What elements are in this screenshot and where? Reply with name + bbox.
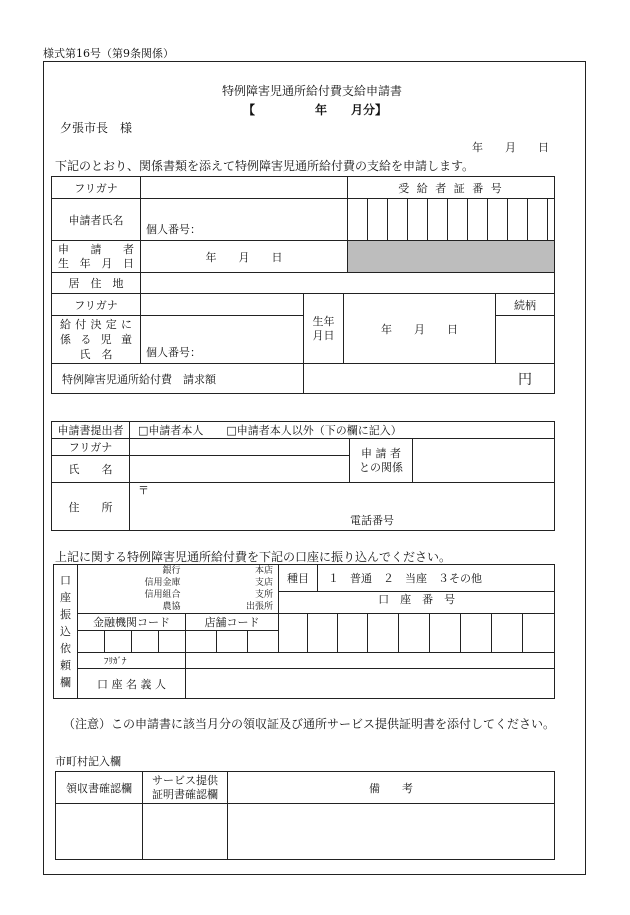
applicant-birth-label: 申 請 者 生 年 月 日 [52, 241, 141, 273]
child-my-number-label: 個人番号： [146, 346, 201, 359]
claim-amount-label: 特例障害児通所給付費 請求額 [52, 364, 304, 394]
submitter-furigana-field[interactable] [130, 439, 350, 456]
account-kind-label: 種目 [279, 565, 318, 591]
bank-side-label: 口 座 振 込 依 頼 欄 [54, 565, 78, 699]
period-field[interactable]: 【 年 月分】 [243, 103, 388, 117]
branch-code-label: 店舗コード [186, 614, 279, 631]
institution-name-field[interactable]: 銀行 信用金庫 信用組合 農協 [78, 565, 186, 614]
bank-table [53, 564, 555, 699]
recipient-digit[interactable] [348, 199, 368, 241]
branch-code-digit[interactable] [217, 631, 248, 653]
shaded-area [348, 241, 555, 273]
municipal-table [55, 771, 555, 860]
recipient-digit[interactable] [408, 199, 428, 241]
remarks-field[interactable] [228, 804, 555, 860]
municipal-title: 市町村記入欄 [55, 755, 121, 768]
yen-unit: 円 [518, 371, 532, 388]
submitter-name-label: 氏 名 [52, 456, 130, 483]
account-digit[interactable] [461, 614, 492, 653]
recipient-digit[interactable] [368, 199, 388, 241]
holder-kana-field[interactable] [186, 653, 555, 669]
applicant-name-label: 申請者氏名 [52, 199, 141, 241]
form-number: 様式第16号（第9条関係） [43, 47, 174, 60]
relation-label: 続柄 [496, 294, 555, 316]
holder-field[interactable] [186, 669, 555, 699]
branch-code-digit[interactable] [186, 631, 217, 653]
recipient-number-label: 受 給 者 証 番 号 [348, 177, 555, 199]
remarks-label: 備 考 [228, 772, 555, 804]
account-digit[interactable] [399, 614, 430, 653]
receipt-check-field[interactable] [56, 804, 143, 860]
applicant-name-field[interactable] [141, 199, 348, 241]
branch-code-digit[interactable] [248, 631, 279, 653]
phone-label: 電話番号 [350, 514, 394, 527]
branch-name-field[interactable]: 本店 支店 支所 出張所 [186, 565, 279, 614]
claim-amount-field[interactable] [304, 364, 555, 394]
receipt-check-label: 領収書確認欄 [56, 772, 143, 804]
account-digit[interactable] [523, 614, 555, 653]
recipient-digit[interactable] [488, 199, 508, 241]
account-number-label: 口 座 番 号 [378, 593, 456, 606]
account-digit[interactable] [430, 614, 461, 653]
child-birth-date[interactable]: 年 月 日 [344, 294, 496, 364]
holder-kana-label: ﾌﾘｶﾞﾅ [78, 653, 186, 669]
child-table [51, 293, 555, 394]
child-furigana-field[interactable] [141, 294, 304, 316]
submitter-self-checkbox[interactable]: □申請者本人 [138, 424, 204, 437]
service-check-label: サービス提供 証明書確認欄 [143, 772, 228, 804]
applicant-my-number-label: 個人番号： [146, 223, 201, 236]
recipient-digit[interactable] [528, 199, 548, 241]
residence-label: 居 住 地 [52, 273, 141, 294]
account-kind-area [279, 565, 555, 614]
intro-text: 下記のとおり、関係書類を添えて特例障害児通所給付費の支給を申請します。 [55, 159, 475, 173]
submitter-address-field[interactable] [130, 483, 555, 531]
account-digit[interactable] [492, 614, 523, 653]
child-name-field[interactable] [141, 316, 304, 364]
account-digit[interactable] [338, 614, 368, 653]
submitter-other-checkbox[interactable]: □申請者本人以外（下の欄に記入） [226, 424, 402, 437]
service-check-field[interactable] [143, 804, 228, 860]
institution-code-digit[interactable] [159, 631, 186, 653]
applicant-birth-date[interactable]: 年 月 日 [141, 241, 348, 273]
institution-code-digit[interactable] [105, 631, 132, 653]
submitter-label: 申請書提出者 [52, 422, 130, 439]
applicant-table [51, 176, 555, 294]
recipient-digit[interactable] [508, 199, 528, 241]
submitter-relation-label: 申 請 者 との関係 [350, 439, 413, 483]
applicant-furigana-label: フリガナ [52, 177, 141, 199]
applicant-furigana-field[interactable] [141, 177, 348, 199]
attachment-note: （注意）この申請書に該当月分の領収証及び通所サービス提供証明書を添付してください。 [63, 717, 556, 731]
submitter-options [130, 422, 555, 439]
submitter-relation-field[interactable] [413, 439, 555, 483]
submitter-name-field[interactable] [130, 456, 350, 483]
submitter-address-label: 住 所 [52, 483, 130, 531]
form-title: 特例障害児通所給付費支給申請書 [222, 84, 403, 98]
recipient-digit[interactable] [548, 199, 555, 241]
account-kind-options[interactable]: １ 普通 ２ 当座 ３その他 [328, 572, 483, 585]
addressee: 夕張市長 様 [60, 121, 133, 135]
recipient-digit[interactable] [468, 199, 488, 241]
submitter-furigana-label: フリガナ [52, 439, 130, 456]
bank-intro: 上記に関する特例障害児通所給付費を下記の口座に振り込んでください。 [55, 550, 452, 564]
child-birth-label: 生年 月日 [304, 294, 344, 364]
recipient-digit[interactable] [428, 199, 448, 241]
account-digit[interactable] [308, 614, 338, 653]
recipient-digit[interactable] [388, 199, 408, 241]
residence-field[interactable] [141, 273, 555, 294]
submitter-table [51, 421, 555, 531]
application-date[interactable]: 年 月 日 [472, 141, 549, 154]
recipient-digit[interactable] [448, 199, 468, 241]
relation-field[interactable] [496, 316, 555, 364]
child-furigana-label: フリガナ [52, 294, 141, 316]
postal-mark: 〒 [138, 484, 149, 497]
institution-code-digit[interactable] [132, 631, 159, 653]
account-digit[interactable] [279, 614, 308, 653]
account-digit[interactable] [368, 614, 399, 653]
holder-label: 口 座 名 義 人 [78, 669, 186, 699]
institution-code-digit[interactable] [78, 631, 105, 653]
child-name-label: 給付決定に 係 る 児 童 氏 名 [52, 316, 141, 364]
institution-code-label: 金融機関コード [78, 614, 186, 631]
